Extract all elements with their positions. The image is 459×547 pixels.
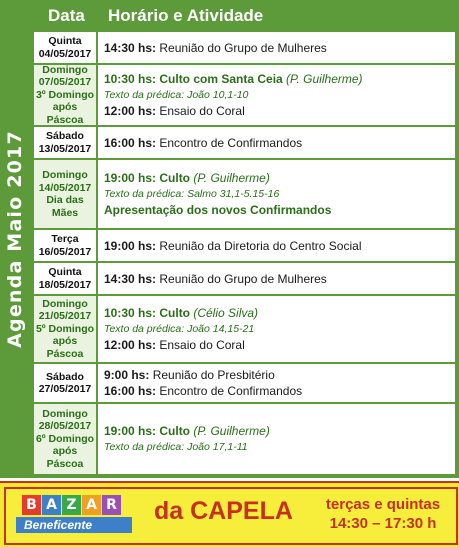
row-activity [98, 296, 455, 362]
bazar-logo-letter: Z [62, 495, 81, 515]
row-date [34, 160, 98, 228]
row-date-line: Domingo [42, 169, 88, 181]
activity-time: 12:00 hs: [104, 104, 157, 118]
row-date-line: Domingo [42, 63, 88, 76]
row-activity [98, 127, 455, 158]
activity-line [104, 170, 455, 186]
row-date [34, 65, 98, 125]
activity-text: Encontro de Confirmandos [156, 135, 303, 150]
row-date-line: Mães [51, 206, 79, 219]
row-date-line: Quinta [48, 35, 82, 47]
activity-time: 19:00 hs: [104, 238, 157, 253]
bazar-banner [0, 481, 459, 547]
row-date-line: Quinta [48, 266, 82, 278]
agenda-row [34, 230, 455, 261]
agenda-row [34, 160, 455, 228]
activity-time: 19:00 hs: Culto [104, 424, 191, 438]
bazar-logo-letter: B [22, 495, 41, 515]
activity-preacher: (P. Guilherme) [282, 72, 363, 86]
agenda-row [34, 65, 455, 125]
row-date-line: Terça [51, 233, 79, 245]
activity-line: Texto da prédica: João 10,1-10 [104, 89, 249, 101]
row-date [34, 127, 98, 158]
row-activity [98, 230, 455, 261]
activity-line: Apresentação dos novos Confirmandos [104, 203, 332, 217]
activity-line [104, 271, 455, 287]
row-date [34, 230, 98, 261]
agenda-row [34, 263, 455, 294]
row-date [34, 364, 98, 402]
row-date-line: Sábado [46, 130, 84, 142]
activity-line [104, 135, 455, 151]
row-date-line: 04/05/2017 [38, 47, 92, 60]
activity-line [104, 383, 455, 399]
row-date-line: após Páscoa [46, 445, 84, 470]
activity-time: 10:30 hs: Culto com Santa Ceia [104, 72, 283, 86]
activity-text: Encontro de Confirmandos [156, 384, 303, 398]
activity-time: 10:30 hs: Culto [104, 306, 191, 320]
bazar-inner [4, 487, 458, 545]
row-date-line: após Páscoa [46, 335, 84, 360]
row-date-line: 14/05/2017 [38, 181, 92, 194]
activity-preacher: (Célio Silva) [190, 306, 259, 320]
activity-time: 19:00 hs: Culto [104, 171, 191, 185]
activity-line [104, 238, 455, 254]
row-date-line: 6º Domingo [35, 432, 95, 445]
row-date-line: 3º Domingo [35, 88, 95, 101]
activity-line: Texto da prédica: João 17,1-11 [104, 441, 248, 453]
activity-text: Reunião do Grupo de Mulheres [156, 271, 327, 286]
activity-preacher: (P. Guilherme) [190, 171, 270, 185]
row-date-line: 27/05/2017 [38, 383, 92, 395]
row-date-line: 5º Domingo [35, 322, 95, 335]
bazar-time: 14:30 – 17:30 h [329, 515, 437, 532]
row-date-line: Domingo [42, 407, 88, 420]
bazar-logo-letter: R [102, 495, 121, 515]
bazar-days: terças e quintas [325, 496, 441, 513]
row-date [34, 296, 98, 362]
activity-line [104, 103, 455, 119]
row-activity [98, 32, 455, 63]
activity-line: Texto da prédica: Salmo 31,1-5.15-16 [104, 188, 280, 200]
row-date-line: Dia das [46, 194, 84, 206]
activity-line [104, 305, 455, 321]
bazar-logo-sub: Beneficente [16, 517, 132, 533]
activity-time: 16:00 hs: [104, 384, 157, 398]
bazar-hours [318, 495, 448, 533]
bazar-logo-letter: A [82, 495, 101, 515]
row-date-line: 16/05/2017 [38, 245, 92, 258]
row-date-line: 18/05/2017 [38, 278, 92, 291]
row-date [34, 404, 98, 474]
agenda-table [34, 32, 455, 476]
row-date-line: 28/05/2017 [38, 420, 92, 433]
row-date [34, 263, 98, 294]
header-date: Data [48, 6, 85, 25]
activity-text: Ensaio do Coral [156, 104, 245, 118]
activity-line [104, 71, 455, 87]
agenda-row [34, 296, 455, 362]
row-date [34, 32, 98, 63]
activity-text: Reunião do Grupo de Mulheres [156, 40, 327, 55]
sidebar [0, 0, 30, 478]
bazar-logo-letters [22, 495, 134, 515]
header-activity: Horário e Atividade [108, 6, 264, 25]
activity-line [104, 423, 455, 439]
row-activity [98, 160, 455, 228]
bazar-logo-letter: A [42, 495, 61, 515]
bazar-logo [16, 495, 134, 539]
row-date-line: 07/05/2017 [38, 76, 92, 89]
row-date-line: Domingo [42, 297, 88, 310]
activity-line: Texto da prédica: João 14,15-21 [104, 323, 255, 335]
activity-time: 14:30 hs: [104, 271, 157, 286]
agenda-row [34, 32, 455, 63]
activity-line [104, 40, 455, 56]
activity-text: Reunião do Presbitério [149, 368, 275, 382]
activity-line [104, 367, 455, 383]
activity-text: Reunião da Diretoria do Centro Social [156, 238, 362, 253]
agenda-row [34, 364, 455, 402]
row-activity [98, 404, 455, 474]
row-activity [98, 364, 455, 402]
agenda-row [34, 127, 455, 158]
activity-time: 12:00 hs: [104, 338, 157, 352]
activity-time: 14:30 hs: [104, 40, 157, 55]
activity-text: Ensaio do Coral [156, 338, 245, 352]
row-date-line: após Páscoa [46, 101, 84, 126]
activity-time: 9:00 hs: [104, 368, 150, 382]
row-date-line: Sábado [46, 370, 84, 383]
table-header [30, 0, 459, 32]
agenda-title: Agenda Maio 2017 [4, 130, 26, 348]
row-date-line: 21/05/2017 [38, 310, 92, 323]
bazar-capela: da CAPELA [154, 497, 293, 525]
activity-time: 16:00 hs: [104, 135, 157, 150]
agenda-row [34, 404, 455, 474]
activity-preacher: (P. Guilherme) [190, 424, 270, 438]
row-activity [98, 263, 455, 294]
row-activity [98, 65, 455, 125]
row-date-line: 13/05/2017 [38, 142, 92, 155]
activity-line [104, 337, 455, 353]
